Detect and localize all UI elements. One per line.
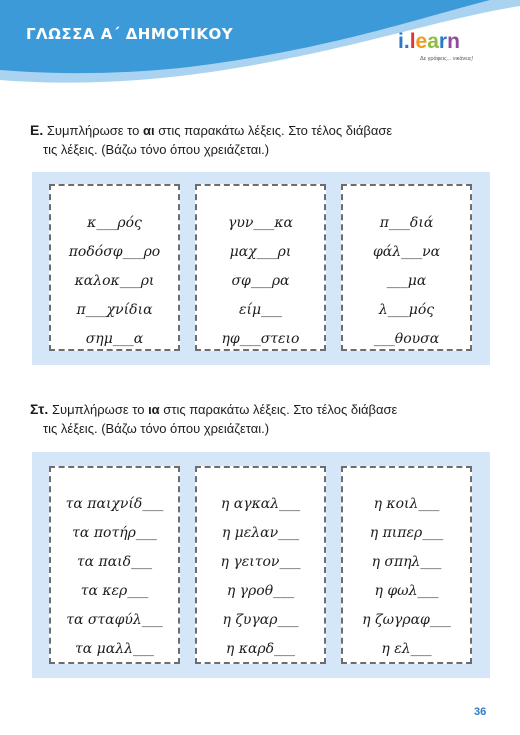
word-list: [197, 490, 324, 664]
fill-word[interactable]: τα μαλλ___: [75, 641, 154, 657]
fill-word[interactable]: είμ___: [238, 302, 283, 318]
word-list: [343, 209, 470, 354]
fill-word[interactable]: καλοκ___ρι: [74, 273, 155, 289]
fill-word[interactable]: π___χνίδια: [76, 302, 153, 318]
word-list: [197, 209, 324, 354]
fill-word[interactable]: η φωλ___: [374, 583, 439, 599]
fill-word[interactable]: σημ___α: [85, 331, 144, 347]
word-list: [51, 490, 178, 664]
word-box: [49, 184, 180, 351]
exercise-label: Στ.: [30, 401, 49, 417]
instruction-e: Ε. Συμπλήρωσε το αι στις παρακάτω λέξεις. Στο τέλος διάβασε τις λέξεις. (Βάζω τόνο όπου χρειάζεται.): [30, 122, 393, 157]
fill-word[interactable]: η πιπερ___: [369, 525, 444, 541]
page-number: 36: [474, 706, 487, 718]
book-title: ΓΛΩΣΣΑ Α΄ ΔΗΜΟΤΙΚΟΥ: [26, 25, 234, 43]
fill-word[interactable]: η ζωγραφ___: [362, 612, 451, 628]
fill-word[interactable]: φάλ___να: [372, 244, 441, 260]
fill-word[interactable]: ηφ___στειο: [221, 331, 300, 347]
fill-word[interactable]: η κοιλ___: [373, 496, 440, 512]
logo-tagline: Δε γράφεις... νικάνεις!: [420, 56, 474, 62]
fill-word[interactable]: τα παιδ___: [76, 554, 153, 570]
fill-word[interactable]: ___μα: [386, 273, 427, 289]
fill-word[interactable]: η μελαν___: [221, 525, 300, 541]
fill-word[interactable]: η γροθ___: [226, 583, 295, 599]
fill-word[interactable]: η γειτον___: [220, 554, 301, 570]
fill-word[interactable]: τα παιχνίδ___: [65, 496, 164, 512]
exercise-label: Ε.: [30, 122, 44, 138]
fill-word[interactable]: μαχ___ρι: [229, 244, 292, 260]
fill-word[interactable]: ποδόσφ___ρο: [68, 244, 161, 260]
fill-word[interactable]: η σπηλ___: [371, 554, 442, 570]
fill-word[interactable]: τα ποτήρ___: [72, 525, 157, 541]
word-box: [341, 184, 472, 351]
word-list: [343, 490, 470, 664]
fill-word[interactable]: η ελ___: [381, 641, 432, 657]
ilearn-logo: [398, 30, 493, 70]
word-box: [49, 466, 180, 664]
letters-highlight: αι: [142, 123, 155, 138]
fill-word[interactable]: τα σταφύλ___: [66, 612, 163, 628]
word-box: [341, 466, 472, 664]
logo-wordmark: i.learn: [398, 30, 460, 53]
exercise-panel-st: [32, 452, 490, 678]
fill-word[interactable]: η ζυγαρ___: [222, 612, 299, 628]
word-box: [195, 466, 326, 664]
word-list: [51, 209, 178, 354]
fill-word[interactable]: η καρδ___: [225, 641, 296, 657]
fill-word[interactable]: κ___ρός: [87, 215, 142, 231]
fill-word[interactable]: σφ___ρα: [231, 273, 290, 289]
fill-word[interactable]: τα κερ___: [80, 583, 149, 599]
fill-word[interactable]: γυν___κα: [227, 215, 294, 231]
word-box: [195, 184, 326, 351]
instruction-st: Στ. Συμπλήρωσε το ια στις παρακάτω λέξεις. Στο τέλος διάβασε τις λέξεις. (Βάζω τόνο όπου χρειάζεται.): [30, 401, 398, 436]
fill-word[interactable]: ___θουσα: [373, 331, 440, 347]
exercise-panel-e: [32, 172, 490, 365]
letters-highlight: ια: [148, 402, 160, 417]
fill-word[interactable]: η αγκαλ___: [220, 496, 301, 512]
fill-word[interactable]: π___διά: [379, 215, 434, 231]
fill-word[interactable]: λ___μός: [378, 302, 435, 318]
